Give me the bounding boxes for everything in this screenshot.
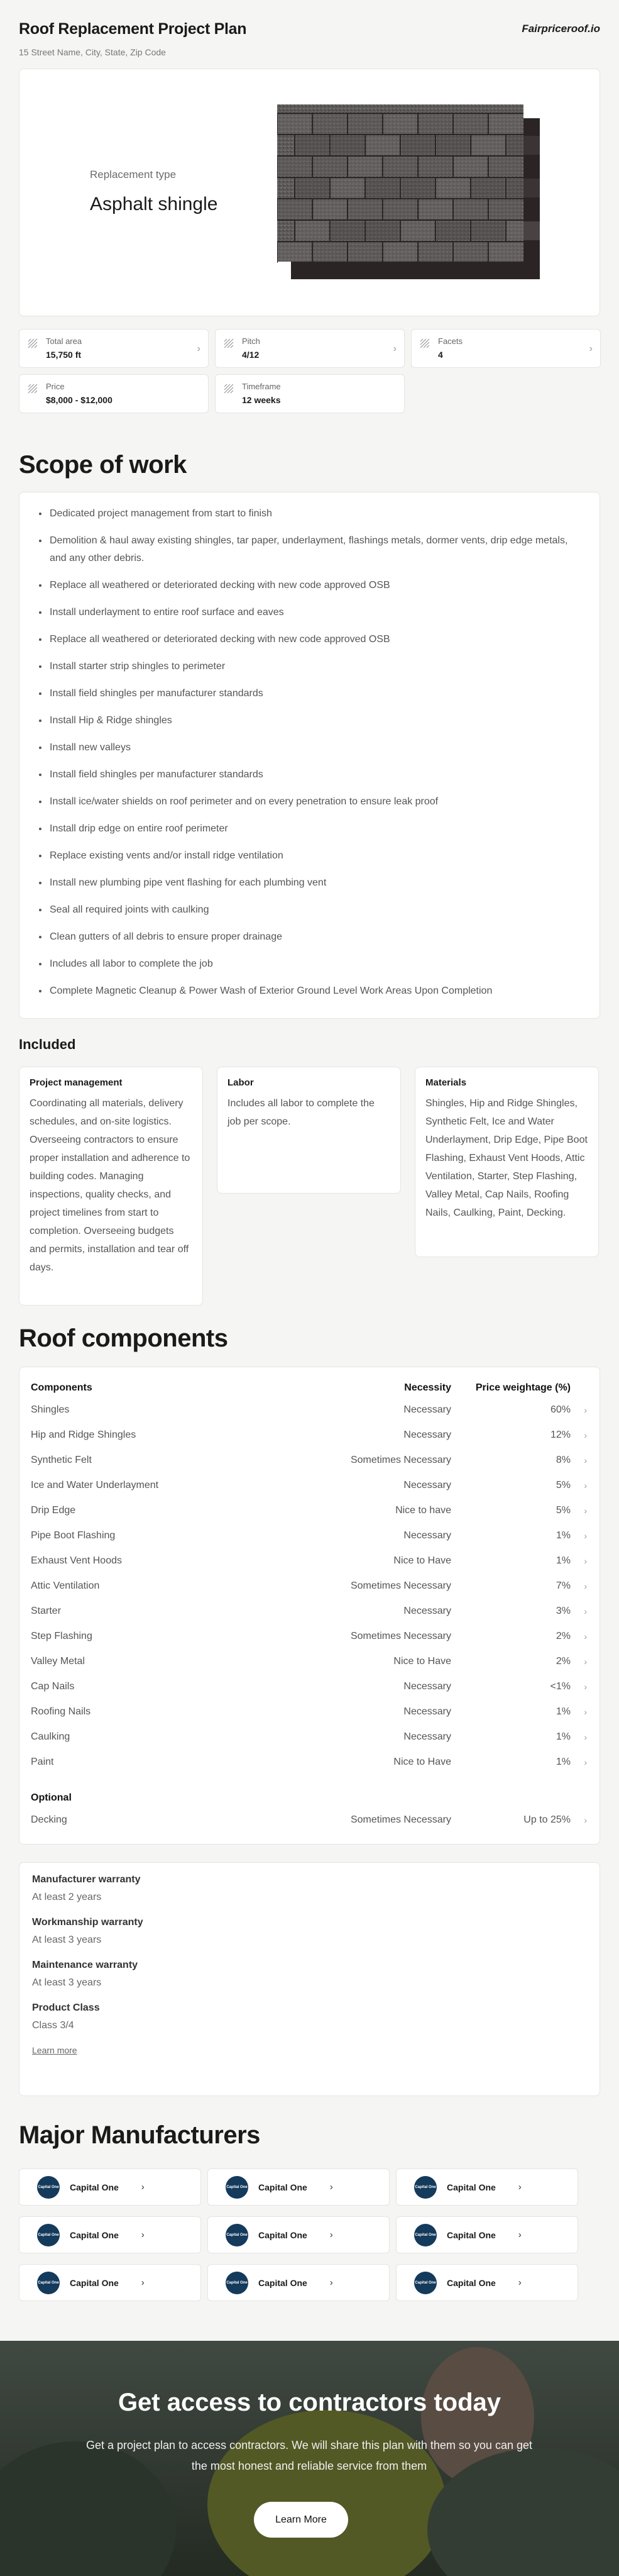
included-card-title: Materials [425, 1077, 467, 1088]
scope-item: • Dedicated project management from start to finish [48, 505, 583, 523]
table-row[interactable] [31, 1473, 587, 1498]
component-name: Valley Metal [31, 1656, 85, 1667]
component-name: Paint [31, 1757, 54, 1767]
manufacturer-name: Capital One [447, 2182, 496, 2192]
grid-icon [223, 338, 234, 349]
chevron-right-icon: › [584, 1732, 587, 1742]
included-card-text: Coordinating all materials, delivery schedules, and on-site logistics. Overseeing contractors to ensure proper installation and adherence to building codes. Managing inspections, quality checks, and project timelines from start to completion. Overseeing budgets and permits, installation and tear off days. [30, 1098, 190, 1273]
component-name: Step Flashing [31, 1631, 92, 1641]
scope-item: • Install new valleys [48, 739, 583, 757]
component-name: Starter [31, 1606, 62, 1616]
chevron-right-icon: › [518, 2182, 522, 2192]
component-necessity: Sometimes Necessary [350, 1814, 451, 1825]
capital-one-logo: Capital One [37, 2224, 60, 2246]
component-name: Synthetic Felt [31, 1455, 92, 1465]
learn-more-link[interactable]: Learn more [32, 2045, 77, 2055]
component-weight: 12% [550, 1430, 571, 1440]
table-row[interactable] [31, 1750, 587, 1775]
component-necessity: Sometimes Necessary [350, 1580, 451, 1591]
warranty-value: At least 3 years [32, 1935, 102, 1945]
warranty-title: Maintenance warranty [32, 1960, 138, 1970]
table-row[interactable] [31, 1498, 587, 1523]
chevron-right-icon: › [584, 1631, 587, 1641]
included-title: Included [19, 1036, 76, 1052]
scope-item: • Clean gutters of all debris to ensure proper drainage [48, 928, 583, 946]
stat-price[interactable] [19, 374, 209, 413]
component-weight: 1% [556, 1555, 571, 1566]
component-necessity: Necessary [403, 1681, 451, 1692]
component-necessity: Nice to Have [393, 1555, 451, 1566]
component-necessity: Necessary [403, 1706, 451, 1717]
manufacturer-name: Capital One [258, 2229, 307, 2240]
grid-icon [419, 338, 430, 349]
stat-facets[interactable] [411, 329, 601, 368]
stat-pitch[interactable] [215, 329, 405, 368]
component-weight: 8% [556, 1455, 571, 1465]
component-necessity: Necessary [403, 1606, 451, 1616]
address: 15 Street Name, City, State, Zip Code [19, 47, 166, 57]
warranty-value: At least 2 years [32, 1892, 102, 1902]
included-card-materials [415, 1067, 599, 1257]
manufacturer-card[interactable] [396, 2264, 578, 2301]
scope-item: • Demolition & haul away existing shingles, tar paper, underlayment, flashings metals, dormer vents, drip edge metals, and any other debris. [48, 532, 583, 567]
stat-label: Pitch [242, 336, 260, 346]
component-weight: 1% [556, 1706, 571, 1717]
included-card-project-management [19, 1067, 203, 1306]
project-stats [19, 329, 600, 413]
chevron-right-icon: › [584, 1815, 587, 1825]
component-name: Exhaust Vent Hoods [31, 1555, 122, 1566]
component-necessity: Sometimes Necessary [350, 1455, 451, 1465]
chevron-right-icon: › [197, 343, 200, 354]
component-weight: 2% [556, 1631, 571, 1641]
chevron-right-icon: › [584, 1430, 587, 1440]
page-title: Roof Replacement Project Plan [19, 20, 247, 38]
manufacturer-card[interactable] [207, 2168, 390, 2206]
shingle-sample-image [277, 104, 541, 280]
included-card-text: Shingles, Hip and Ridge Shingles, Synthetic Felt, Ice and Water Underlayment, Drip Edge, Pipe Boot Flashing, Exhaust Vent Hoods, Attic Ventilation, Starter, Step Flashing, Valley Metal, Cap Nails, Roofing Nails, Caulking, Paint, Decking. [425, 1098, 588, 1218]
chevron-right-icon: › [584, 1581, 587, 1591]
chevron-right-icon: › [329, 2182, 333, 2192]
included-card-text: Includes all labor to complete the job per scope. [227, 1098, 375, 1127]
capital-one-logo: Capital One [226, 2224, 248, 2246]
component-necessity: Sometimes Necessary [350, 1631, 451, 1641]
warranty-card [19, 1862, 600, 2096]
scope-item: • Replace existing vents and/or install ridge ventilation [48, 847, 583, 865]
stat-label: Total area [46, 336, 82, 346]
capital-one-logo: Capital One [226, 2272, 248, 2294]
table-row[interactable] [31, 1448, 587, 1473]
warranty-title: Product Class [32, 2002, 100, 2013]
component-name: Ice and Water Underlayment [31, 1480, 159, 1491]
brand-logo[interactable]: Fairpriceroof.io [522, 23, 600, 35]
table-header [31, 1379, 587, 1397]
manufacturer-name: Capital One [70, 2229, 119, 2240]
capital-one-logo: Capital One [37, 2272, 60, 2294]
warranty-value: Class 3/4 [32, 2020, 74, 2031]
component-weight: 3% [556, 1606, 571, 1616]
chevron-right-icon: › [584, 1480, 587, 1491]
warranty-item [32, 1917, 587, 1946]
component-necessity: Necessary [403, 1404, 451, 1415]
grid-icon [223, 383, 234, 394]
optional-title: Optional [31, 1792, 72, 1803]
manufacturer-card[interactable] [19, 2168, 201, 2206]
chevron-right-icon: › [393, 343, 397, 354]
component-weight: 5% [556, 1480, 571, 1491]
scope-item: • Install underlayment to entire roof surface and eaves [48, 604, 583, 621]
chevron-right-icon: › [141, 2182, 145, 2192]
table-row[interactable] [31, 1724, 587, 1750]
replacement-type-value: Asphalt shingle [90, 194, 218, 214]
chevron-right-icon: › [584, 1455, 587, 1465]
scope-item: • Install ice/water shields on roof perimeter and on every penetration to ensure leak proof [48, 793, 583, 811]
chevron-right-icon: › [589, 343, 593, 354]
capital-one-logo: Capital One [226, 2176, 248, 2199]
component-weight: 60% [550, 1404, 571, 1415]
stat-label: Facets [438, 336, 463, 346]
chevron-right-icon: › [141, 2229, 145, 2240]
component-necessity: Nice to have [395, 1505, 451, 1516]
chevron-right-icon: › [329, 2277, 333, 2288]
component-weight: 7% [556, 1580, 571, 1591]
grid-icon [27, 338, 38, 349]
stat-label: Price [46, 382, 65, 391]
component-necessity: Necessary [403, 1731, 451, 1742]
manufacturer-name: Capital One [70, 2277, 119, 2288]
included-card-title: Project management [30, 1077, 123, 1088]
scope-item: • Install field shingles per manufacturer standards [48, 766, 583, 784]
component-name: Cap Nails [31, 1681, 75, 1692]
component-name: Roofing Nails [31, 1706, 91, 1717]
scope-item: • Install new plumbing pipe vent flashing for each plumbing vent [48, 874, 583, 892]
capital-one-logo: Capital One [414, 2272, 437, 2294]
chevron-right-icon: › [584, 1707, 587, 1717]
scope-item: • Complete Magnetic Cleanup & Power Wash of Exterior Ground Level Work Areas Upon Completion [48, 982, 583, 1000]
capital-one-logo: Capital One [414, 2224, 437, 2246]
table-row[interactable] [31, 1649, 587, 1674]
manufacturer-card[interactable] [19, 2264, 201, 2301]
table-row[interactable] [31, 1624, 587, 1649]
manufacturers-title: Major Manufacturers [19, 2121, 260, 2149]
scope-item: • Install Hip & Ridge shingles [48, 712, 583, 730]
scope-item: • Replace all weathered or deteriorated decking with new code approved OSB [48, 577, 583, 594]
capital-one-logo: Capital One [37, 2176, 60, 2199]
stat-timeframe[interactable] [215, 374, 405, 413]
manufacturer-name: Capital One [447, 2277, 496, 2288]
stat-value: $8,000 - $12,000 [46, 395, 112, 405]
grid-icon [27, 383, 38, 394]
table-row[interactable] [31, 1807, 587, 1833]
chevron-right-icon: › [584, 1657, 587, 1667]
table-row[interactable] [31, 1397, 587, 1423]
manufacturer-name: Capital One [70, 2182, 119, 2192]
chevron-right-icon: › [584, 1682, 587, 1692]
chevron-right-icon: › [518, 2277, 522, 2288]
scope-item: • Includes all labor to complete the job [48, 955, 583, 973]
manufacturer-card[interactable] [207, 2216, 390, 2253]
manufacturer-name: Capital One [258, 2277, 307, 2288]
cta-title: Get access to contractors today [118, 2389, 501, 2416]
component-name: Pipe Boot Flashing [31, 1530, 116, 1541]
manufacturer-name: Capital One [447, 2229, 496, 2240]
roof-components-table [19, 1367, 600, 1845]
manufacturer-card[interactable] [396, 2168, 578, 2206]
component-name: Decking [31, 1814, 67, 1825]
stat-total-area[interactable] [19, 329, 209, 368]
component-necessity: Necessary [403, 1480, 451, 1491]
component-necessity: Nice to Have [393, 1656, 451, 1667]
warranty-value: At least 3 years [32, 1977, 102, 1988]
component-weight: <1% [550, 1681, 571, 1692]
header-price-weightage: Price weightage (%) [475, 1382, 571, 1393]
scope-item: • Install starter strip shingles to perimeter [48, 658, 583, 675]
stat-value: 15,750 ft [46, 350, 82, 360]
table-row[interactable] [31, 1548, 587, 1574]
chevron-right-icon: › [584, 1556, 587, 1566]
replacement-type-label: Replacement type [90, 169, 177, 180]
table-row[interactable] [31, 1574, 587, 1599]
component-name: Hip and Ridge Shingles [31, 1430, 136, 1440]
component-necessity: Nice to Have [393, 1757, 451, 1767]
warranty-title: Workmanship warranty [32, 1917, 143, 1928]
optional-rows [31, 1807, 587, 1833]
scope-list [48, 505, 583, 1000]
component-weight: Up to 25% [523, 1814, 571, 1825]
table-row[interactable] [31, 1674, 587, 1699]
component-necessity: Necessary [403, 1530, 451, 1541]
included-card-labor [217, 1067, 401, 1194]
component-weight: 1% [556, 1757, 571, 1767]
capital-one-logo: Capital One [414, 2176, 437, 2199]
component-name: Shingles [31, 1404, 70, 1415]
component-name: Caulking [31, 1731, 70, 1742]
chevron-right-icon: › [518, 2229, 522, 2240]
chevron-right-icon: › [584, 1506, 587, 1516]
stat-label: Timeframe [242, 382, 281, 391]
warranty-item [32, 2002, 587, 2031]
chevron-right-icon: › [141, 2277, 145, 2288]
warranty-item [32, 1874, 587, 1903]
component-weight: 5% [556, 1505, 571, 1516]
component-name: Attic Ventilation [31, 1580, 100, 1591]
chevron-right-icon: › [329, 2229, 333, 2240]
table-row[interactable] [31, 1599, 587, 1624]
stat-value: 12 weeks [242, 395, 281, 405]
warranty-item [32, 1960, 587, 1989]
hero-card [19, 69, 600, 316]
component-weight: 1% [556, 1731, 571, 1742]
scope-title: Scope of work [19, 451, 187, 479]
stat-value: 4 [438, 350, 443, 360]
component-rows [31, 1397, 587, 1775]
manufacturer-card[interactable] [396, 2216, 578, 2253]
component-weight: 2% [556, 1656, 571, 1667]
cta-banner [0, 2341, 619, 2576]
cta-subtitle: Get a project plan to access contractors. We will share this plan with them so you can get the most honest and reliable service from them [85, 2439, 532, 2472]
scope-item: • Replace all weathered or deteriorated decking with new code approved OSB [48, 631, 583, 648]
component-necessity: Necessary [403, 1430, 451, 1440]
learn-more-button[interactable]: Learn More [254, 2502, 348, 2538]
warranty-title: Manufacturer warranty [32, 1874, 141, 1885]
component-weight: 1% [556, 1530, 571, 1541]
included-cards [19, 1067, 600, 1306]
table-row[interactable] [31, 1523, 587, 1548]
stat-value: 4/12 [242, 350, 260, 360]
roof-components-title: Roof components [19, 1324, 228, 1352]
component-name: Drip Edge [31, 1505, 76, 1516]
manufacturers-grid [19, 2168, 600, 2301]
header-necessity: Necessity [404, 1382, 451, 1393]
included-card-title: Labor [227, 1077, 254, 1088]
manufacturer-name: Capital One [258, 2182, 307, 2192]
manufacturer-card[interactable] [19, 2216, 201, 2253]
chevron-right-icon: › [584, 1405, 587, 1415]
header [19, 0, 600, 38]
chevron-right-icon: › [584, 1757, 587, 1767]
scope-item: • Install drip edge on entire roof perimeter [48, 820, 583, 838]
chevron-right-icon: › [584, 1531, 587, 1541]
scope-card [19, 492, 600, 1019]
scope-item: • Seal all required joints with caulking [48, 901, 583, 919]
chevron-right-icon: › [584, 1606, 587, 1616]
header-components: Components [31, 1382, 92, 1393]
table-row[interactable] [31, 1423, 587, 1448]
manufacturer-card[interactable] [207, 2264, 390, 2301]
table-row[interactable] [31, 1699, 587, 1724]
scope-item: • Install field shingles per manufacturer standards [48, 685, 583, 702]
